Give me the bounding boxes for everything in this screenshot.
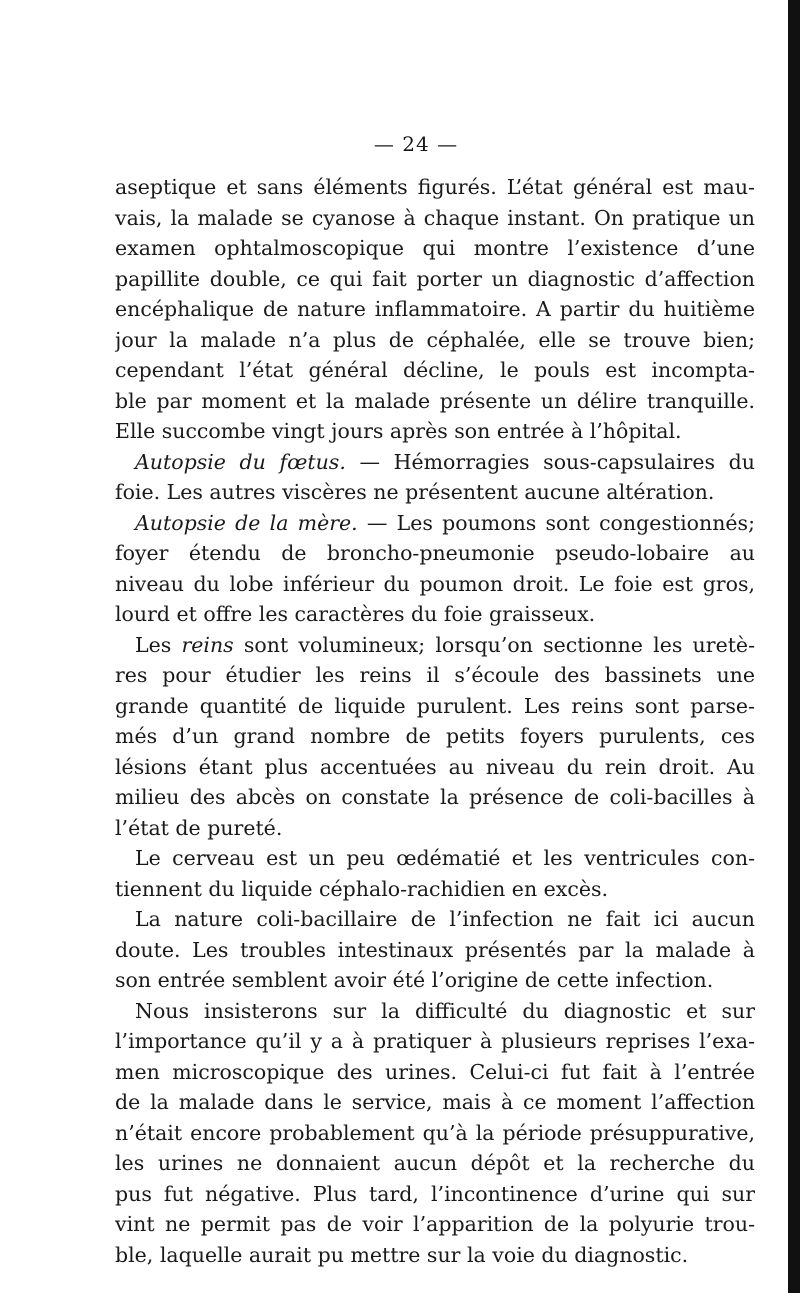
text-line bbox=[115, 1148, 755, 1179]
text-line bbox=[115, 203, 755, 234]
text-segment: examen ophtalmoscopique qui montre l’existence d’une bbox=[115, 236, 755, 260]
text-line bbox=[115, 1209, 755, 1240]
text-line bbox=[115, 1087, 755, 1118]
text-line bbox=[115, 782, 755, 813]
text-segment: ble par moment et la malade présente un délire tranquille. bbox=[115, 388, 755, 413]
text-line bbox=[115, 752, 755, 783]
text-segment: Nous insisterons sur la difficulté du diagnostic et sur bbox=[135, 998, 755, 1023]
text-segment: més d’un grand nombre de petits foyers purulents, ces bbox=[115, 724, 755, 748]
text-line bbox=[115, 599, 755, 630]
text-segment: vint ne permit pas de voir l’apparition de la polyurie trou- bbox=[115, 1212, 755, 1236]
text-segment: ble, laquelle aurait pu mettre sur la voie du diagnostic. bbox=[115, 1242, 689, 1267]
text-segment: Les bbox=[135, 632, 182, 657]
italic-text: Autopsie de la mère. bbox=[135, 510, 358, 535]
text-segment: — Hémorragies sous-capsulaires du bbox=[345, 449, 755, 474]
text-line bbox=[115, 386, 755, 417]
text-line bbox=[115, 1057, 755, 1088]
text-line bbox=[115, 721, 755, 752]
text-segment: vais, la malade se cyanose à chaque instant. On pratique un bbox=[115, 205, 755, 230]
text-line bbox=[115, 416, 755, 447]
text-line bbox=[115, 813, 755, 844]
text-line bbox=[115, 965, 755, 996]
text-line bbox=[115, 172, 755, 203]
text-segment: tiennent du liquide céphalo-rachidien en excès. bbox=[115, 876, 609, 901]
text-segment: pus fut négative. Plus tard, l’incontinence d’urine qui sur bbox=[115, 1181, 755, 1206]
italic-text: Autopsie du fœtus. bbox=[135, 449, 346, 474]
text-segment: foie. Les autres viscères ne présentent aucune altération. bbox=[115, 480, 715, 504]
text-segment: res pour étudier les reins il s’écoule des bassinets une bbox=[115, 663, 755, 687]
text-segment: grande quantité de liquide purulent. Les reins sont parse- bbox=[115, 693, 755, 718]
text-line bbox=[115, 935, 755, 966]
text-segment: les urines ne donnaient aucun dépôt et la recherche du bbox=[115, 1151, 755, 1175]
text-line bbox=[115, 538, 755, 569]
text-segment: l’état de pureté. bbox=[115, 815, 283, 840]
text-line bbox=[115, 447, 755, 478]
text-line bbox=[115, 1179, 755, 1210]
text-segment: n’était encore probablement qu’à la période présuppurative, bbox=[115, 1120, 755, 1145]
text-segment: aseptique et sans éléments figurés. L’état général est mau- bbox=[115, 175, 755, 199]
text-segment: lourd et offre les caractères du foie graisseux. bbox=[115, 602, 596, 626]
text-segment: niveau du lobe inférieur du poumon droit. Le foie est gros, bbox=[115, 571, 755, 596]
text-line bbox=[115, 355, 755, 386]
text-line bbox=[115, 904, 755, 935]
text-segment: doute. Les troubles intestinaux présentés par la malade à bbox=[115, 937, 755, 962]
text-line bbox=[115, 1240, 755, 1271]
text-segment: l’importance qu’il y a à pratiquer à plusieurs reprises l’exa- bbox=[115, 1029, 755, 1053]
text-line bbox=[115, 325, 755, 356]
text-line bbox=[115, 691, 755, 722]
text-segment: son entrée semblent avoir été l’origine de cette infection. bbox=[115, 968, 714, 992]
page-number: — 24 — bbox=[373, 132, 459, 156]
text-segment: cependant l’état général décline, le pouls est incompta- bbox=[115, 358, 755, 382]
text-segment: Le cerveau est un peu œdématié et les ventricules con- bbox=[135, 846, 755, 870]
text-segment: de la malade dans le service, mais à ce moment l’affection bbox=[115, 1090, 755, 1114]
text-segment: lésions étant plus accentuées au niveau du rein droit. Au bbox=[115, 754, 755, 779]
text-segment: Elle succombe vingt jours après son entrée à l’hôpital. bbox=[115, 419, 682, 443]
text-segment: men microscopique des urines. Celui-ci fut fait à l’entrée bbox=[115, 1059, 755, 1084]
text-segment: La nature coli-bacillaire de l’infection ne fait ici aucun bbox=[135, 907, 755, 931]
text-line bbox=[115, 1026, 755, 1057]
text-line bbox=[115, 874, 755, 905]
text-segment: papillite double, ce qui fait porter un diagnostic d’affection bbox=[115, 266, 755, 291]
text-line bbox=[115, 264, 755, 295]
text-line bbox=[115, 843, 755, 874]
text-line bbox=[115, 996, 755, 1027]
text-line bbox=[115, 660, 755, 691]
text-segment: foyer étendu de broncho-pneumonie pseudo-lobaire au bbox=[115, 541, 755, 565]
text-line bbox=[115, 1118, 755, 1149]
text-segment: milieu des abcès on constate la présence de coli-bacilles à bbox=[115, 785, 755, 809]
text-line bbox=[115, 508, 755, 539]
text-segment: sont volumineux; lorsqu’on sectionne les uretè- bbox=[233, 632, 755, 657]
body-text bbox=[115, 172, 755, 1270]
text-segment: — Les poumons sont congestionnés; bbox=[357, 510, 755, 535]
text-line bbox=[115, 477, 755, 508]
text-line bbox=[115, 233, 755, 264]
text-line bbox=[115, 569, 755, 600]
text-segment: jour la malade n’a plus de céphalée, elle se trouve bien; bbox=[115, 327, 755, 352]
text-segment: encéphalique de nature inflammatoire. A partir du huitième bbox=[115, 297, 755, 321]
text-line bbox=[115, 630, 755, 661]
text-line bbox=[115, 294, 755, 325]
italic-text: reins bbox=[181, 632, 234, 657]
page-edge-shadow bbox=[788, 0, 800, 1293]
